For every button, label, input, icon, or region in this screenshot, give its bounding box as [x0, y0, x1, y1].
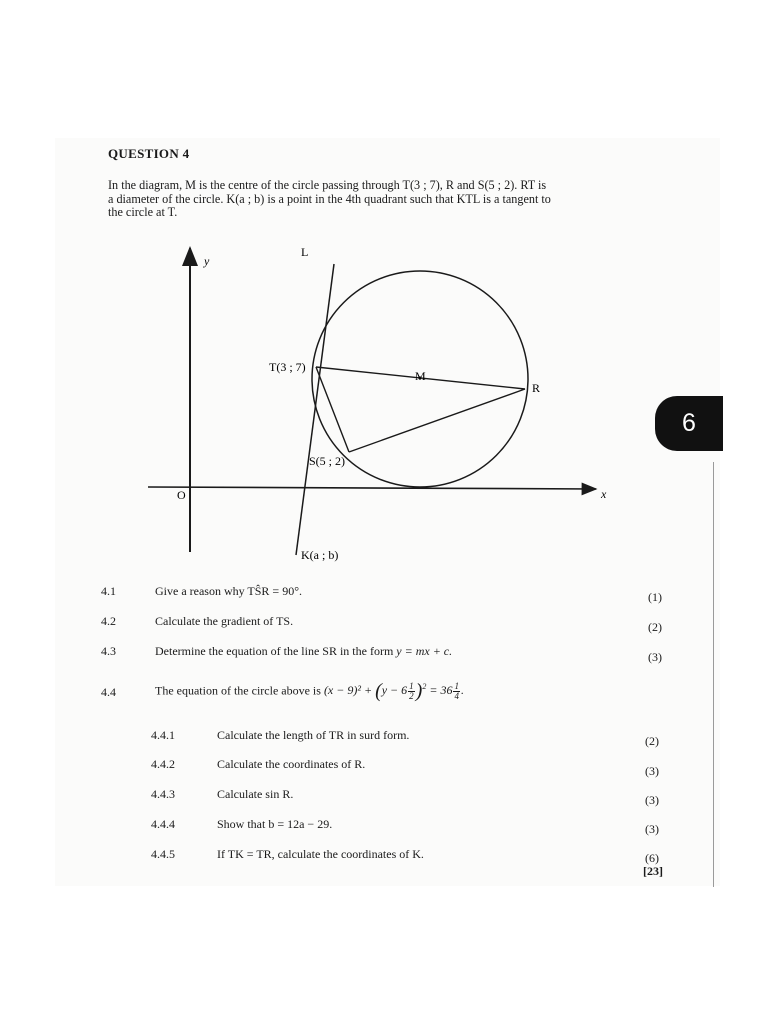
question-heading: QUESTION 4: [108, 146, 190, 161]
eq-part1: (x − 9)² +: [323, 683, 373, 698]
subq-text: Show that b = 12a − 29.: [217, 817, 333, 831]
subq-number: 4.4.1: [151, 728, 175, 742]
q-number: 4.2: [101, 614, 116, 628]
label-origin: O: [177, 488, 186, 502]
eq-open-paren: (: [375, 680, 382, 702]
subq-text: Calculate the length of TR in surd form.: [217, 728, 410, 742]
q-text: Give a reason why TŜR = 90°.: [155, 584, 302, 598]
label-L: L: [301, 245, 309, 259]
intro-line-2: a diameter of the circle. K(a ; b) is a point in the 4th quadrant such that KTL is a tangent to: [108, 191, 551, 206]
label-K: K(a ; b): [301, 548, 339, 562]
subq-marks: (2): [645, 734, 659, 748]
eq-part3: = 36: [429, 683, 453, 698]
circle-equation: (x − 9)² + (y − 6 $\frac{1}{2}$ )$^2$ = 36 $\frac{1}{4}$ .: [323, 680, 464, 702]
subq-marks: (6): [645, 851, 659, 865]
label-y: y: [204, 254, 210, 268]
q-text-math: y = mx + c.: [396, 644, 453, 658]
q-marks: (3): [648, 650, 662, 664]
subq-marks: (3): [645, 793, 659, 807]
q-text: [155, 644, 452, 659]
label-T: T(3 ; 7): [269, 360, 306, 374]
label-S: S(5 ; 2): [309, 454, 345, 468]
q-marks: (2): [648, 620, 662, 634]
q-number: 4.3: [101, 644, 116, 658]
subq-marks: (3): [645, 822, 659, 836]
eq-frac1: $\frac{1}{2}$: [409, 681, 414, 701]
eq-exponent: 2: [422, 682, 427, 692]
total-marks: [23]: [643, 864, 663, 878]
chord-SR: [349, 389, 525, 452]
subq-number: 4.4.5: [151, 847, 175, 861]
q-text: Calculate the gradient of TS.: [155, 614, 294, 628]
intro-line-1: In the diagram, M is the centre of the circle passing through T(3 ; 7), R and S(5 ; 2). RT is: [108, 178, 547, 192]
q-number: 4.1: [101, 584, 116, 598]
subq-text: Calculate the coordinates of R.: [217, 757, 366, 771]
q-marks: (1): [648, 590, 662, 604]
q-number: 4.4: [101, 685, 116, 699]
subq-number: 4.4.3: [151, 787, 175, 801]
intro-line-3: the circle at T.: [108, 205, 178, 219]
eq-close-paren: ): [415, 680, 423, 702]
subq-text: Calculate sin R.: [217, 787, 294, 801]
subq-number: 4.4.2: [151, 757, 175, 771]
label-R: R: [532, 381, 541, 395]
subq-number: 4.4.4: [151, 817, 175, 831]
subq-text: If TK = TR, calculate the coordinates of K.: [217, 847, 424, 861]
label-x: x: [601, 487, 607, 501]
label-M: M: [415, 369, 426, 383]
subq-marks: (3): [645, 764, 659, 778]
page-number-tab: 6: [655, 396, 723, 451]
x-axis: [148, 487, 596, 489]
tangent-line-KTL: [296, 264, 334, 555]
eq-frac2: $\frac{1}{4}$: [454, 681, 459, 701]
q-text-pre: Determine the equation of the line SR in the form: [155, 644, 397, 658]
chord-TS: [316, 367, 349, 452]
eq-part2: y − 6: [381, 683, 408, 698]
q-text: [155, 680, 464, 703]
q-text-pre: The equation of the circle above is: [155, 683, 324, 698]
